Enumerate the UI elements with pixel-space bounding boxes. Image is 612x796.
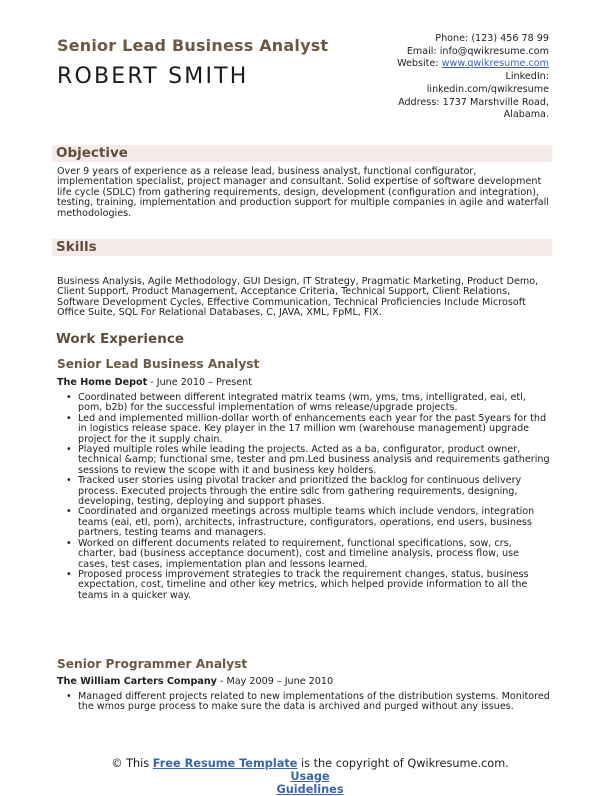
bullet-text: Managed different projects related to new implementations of the distribution systems. Monitored the wmos purge process to make sure the data is archived and purged without any issues. [78, 691, 550, 713]
website-link[interactable]: www.qwikresume.com [441, 58, 549, 70]
bullet-dot-icon: • [66, 691, 72, 702]
bullet-text: Played multiple roles while leading the projects. Acted as a ba, configurator, product owner, technical &amp; functional sme, tester and pm.Led business analysis and requirements gathering sessions to review the scope with it and business key holders. [78, 444, 550, 476]
resume-job-title: Senior Lead Business Analyst [57, 36, 329, 55]
bullet-text: Coordinated and organized meetings across multiple teams which include vendors, integration teams (eai, etl, pom), architects, infrastructure, configurators, operations, end users, business partners, testing teams and managers. [78, 506, 535, 539]
copyright-footer [90, 757, 530, 796]
free-resume-template-link[interactable]: Free Resume Template [152, 757, 298, 770]
address-line1: 1737 Marshville Road, [442, 96, 549, 108]
job-dates: - June 2010 – Present [147, 377, 253, 388]
objective-heading: Objective [56, 145, 128, 161]
job-dates: - May 2009 – June 2010 [216, 676, 334, 687]
phone-label: Phone: [435, 33, 469, 44]
bullet-dot-icon: • [66, 392, 72, 403]
list-item [66, 414, 552, 445]
contact-block [289, 33, 549, 122]
bullet-text: Tracked user stories using pivotal tracker and prioritized the backlog for continuous delivery process. Executed projects through the entire sdlc from gathering requirements, designing, developing, testing, deploying and support phases. [78, 475, 522, 508]
contact-linkedin-label: LinkedIn: [505, 71, 549, 83]
contact-website [289, 58, 549, 71]
usage-guidelines-link-line2[interactable]: Guidelines [276, 783, 344, 796]
address-label: Address: [398, 96, 440, 108]
bullet-text: Worked on different documents related to requirement, functional specifications, sow, crs, charter, bad (business acceptance document), cost and timeline analysis, process flow, use cases, test cases, implementation plan and lessons learned. [78, 537, 520, 570]
list-item [66, 539, 552, 570]
contact-address [289, 97, 549, 110]
bullet-dot-icon: • [66, 475, 72, 487]
skills-heading: Skills [56, 239, 97, 255]
bullet-text: Coordinated between different integrated matrix teams (wm, yms, tms, intelligrated, eai, etl, pom, b2b) for the successful implementation of wms release/upgrade projects. [78, 392, 526, 414]
email-label: Email: [406, 45, 437, 57]
contact-email [289, 46, 549, 59]
job-title: Senior Programmer Analyst [57, 657, 248, 671]
usage-guidelines-link[interactable]: Usage [290, 770, 330, 783]
list-item [66, 476, 552, 507]
skills-text: Business Analysis, Agile Methodology, GUI Design, IT Strategy, Pragmatic Marketing, Product Demo, Client Support, Product Management, Acceptance Criteria, Technical Support, Client Relations, Software Development Cycles, Effective Communication, Technical Proficiencies Include Microsoft Office Suite, SQL For Relational Databases, C, JAVA, XML, FpML, FIX. [57, 276, 539, 319]
phone-value: (123) 456 78 99 [471, 33, 549, 44]
bullet-dot-icon: • [66, 537, 72, 549]
list-item [66, 393, 552, 414]
bullet-dot-icon: • [66, 568, 72, 580]
bullet-text: Led and implemented million-dollar worth of enhancements each year for the past 5years for thd in logistics release space. Key player in the 17 million wm (warehouse management) upgrade project for the it supply chain. [78, 412, 547, 445]
skills-section-header [52, 239, 552, 256]
contact-address-line2: Alabama. [503, 109, 549, 121]
list-item [66, 692, 552, 713]
footer-prefix: © This [111, 757, 153, 770]
bullet-dot-icon: • [66, 412, 72, 424]
list-item [66, 507, 552, 538]
email-value: info@qwikresume.com [439, 45, 549, 57]
bullet-dot-icon: • [66, 444, 72, 456]
candidate-name: ROBERT SMITH [57, 64, 249, 89]
job-company-line [57, 676, 333, 687]
company-name: The William Carters Company [57, 676, 217, 687]
job-bullet-list [66, 692, 552, 713]
contact-linkedin: linkedin.com/qwikresume [426, 83, 549, 95]
job-title: Senior Lead Business Analyst [57, 357, 260, 371]
objective-section-header [52, 145, 552, 162]
list-item [66, 570, 552, 601]
bullet-text: Proposed process improvement strategies to track the requirement changes, status, business expectation, cost, timeline and other key metrics, which helped provide information to all the teams in a quicker way. [78, 568, 529, 601]
job-company-line [57, 377, 252, 388]
bullet-dot-icon: • [66, 506, 72, 518]
contact-phone [289, 33, 549, 46]
company-name: The Home Depot [57, 377, 148, 388]
footer-middle: is the copyright of Qwikresume.com. [297, 757, 509, 770]
list-item [66, 445, 552, 476]
objective-text: Over 9 years of experience as a release lead, business analyst, functional configurator, implementation specialist, project manager and consultant. Solid expertise of software development life cycle (SDLC) from gathering requirements, design, development (configuration and integration), testing, training, implementation and production support for multiple companies in agile and waterfall methodologies. [57, 166, 549, 219]
work-experience-heading: Work Experience [56, 331, 184, 347]
job-bullet-list [66, 393, 552, 601]
website-label: Website: [397, 58, 439, 70]
